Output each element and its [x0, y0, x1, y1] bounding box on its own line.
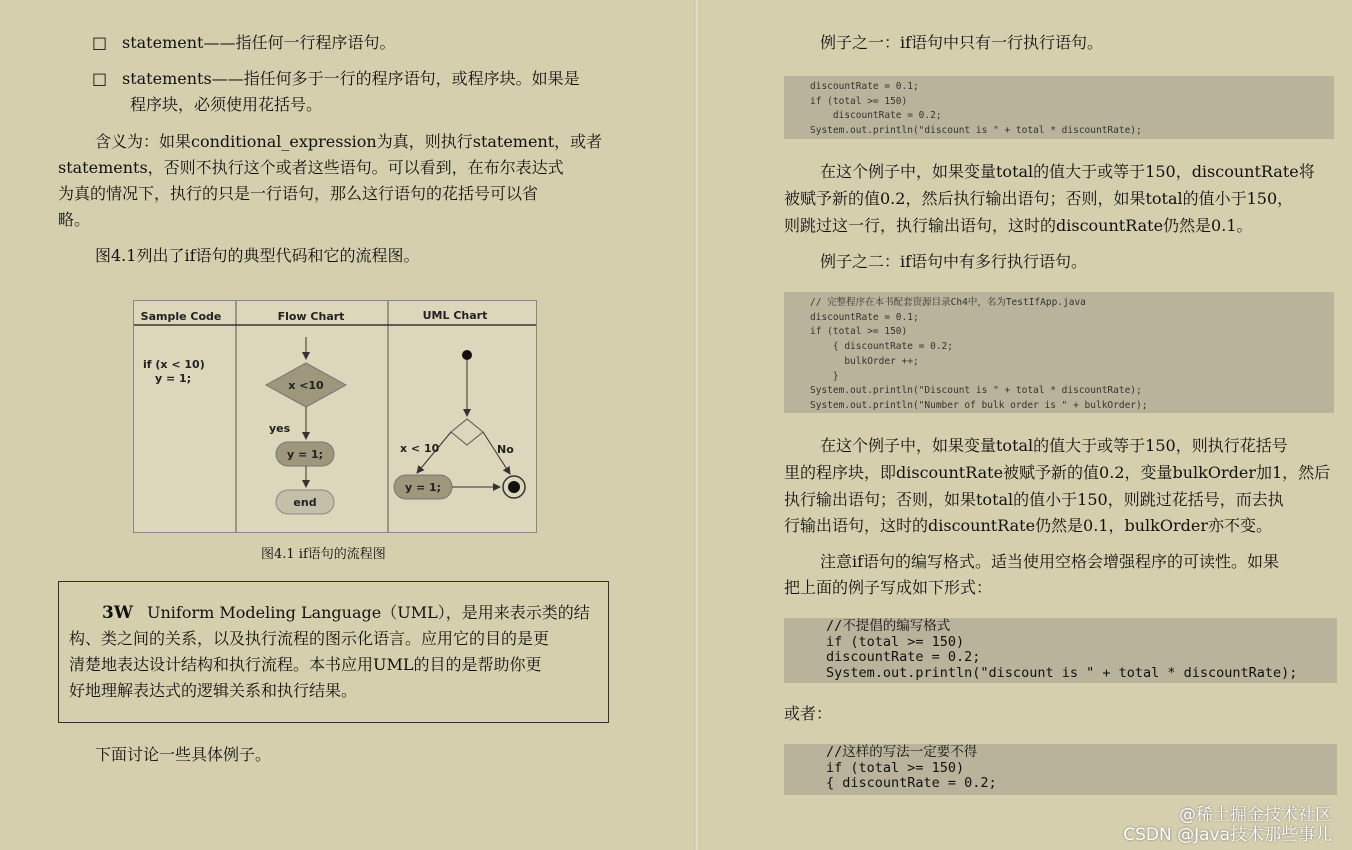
meaning-paragraph-line: 含义为：如果conditional_expression为真，则执行statement，或者: [95, 132, 603, 151]
note-line: 好地理解表达式的逻辑关系和执行结果。: [69, 681, 358, 700]
header-sample-code: Sample Code: [140, 310, 222, 323]
example1-paragraph-line: 则跳过这一行，执行输出语句，这时的discountRate仍然是0.1。: [784, 216, 1253, 235]
examples-intro: 下面讨论一些具体例子。: [95, 745, 272, 764]
example2-paragraph-line: 行输出语句，这时的discountRate仍然是0.1，bulkOrder亦不变。: [784, 516, 1272, 535]
header-uml-chart: UML Chart: [422, 309, 488, 322]
code-block-4: [784, 744, 1337, 795]
uml-no-label: No: [497, 443, 514, 456]
action-label: y = 1;: [286, 448, 324, 461]
meaning-paragraph-line: 略。: [58, 210, 91, 229]
bullet-statements: statements——指任何多于一行的程序语句，或程序块。如果是: [122, 69, 580, 88]
watermark-line2: CSDN @Java技术那些事儿: [1123, 825, 1332, 845]
sample-code-line2: y = 1;: [155, 372, 192, 385]
figure-caption: 图4.1 if语句的流程图: [261, 547, 386, 562]
watermark: [1123, 805, 1332, 845]
code-line: discountRate = 0.2;: [826, 649, 981, 666]
code-line: System.out.println("discount is " + total * discountRate);: [826, 665, 1298, 682]
code-line: { discountRate = 0.2;: [810, 341, 953, 353]
format-paragraph-line: 注意if语句的编写格式。适当使用空格会增强程序的可读性。如果: [820, 552, 1280, 571]
code-line: if (total >= 150): [810, 95, 908, 107]
code-line: System.out.println("Number of bulk order is " + bulkOrder);: [810, 399, 1148, 411]
watermark-line1: @稀土掘金技术社区: [1179, 805, 1332, 825]
code-line: discountRate = 0.2;: [810, 110, 942, 122]
code-line: if (total >= 150): [826, 759, 965, 776]
example2-paragraph-line: 在这个例子中，如果变量total的值大于或等于150，则执行花括号: [820, 436, 1288, 455]
note-line: 构、类之间的关系，以及执行流程的图示化语言。应用它的目的是更: [69, 629, 550, 648]
header-flow-chart: Flow Chart: [277, 310, 345, 323]
code-line: //这样的写法一定要不得: [826, 744, 978, 760]
code-block-1: [784, 76, 1334, 139]
sample-code-line1: if (x < 10): [143, 358, 205, 371]
example2-title: 例子之二：if语句中有多行执行语句。: [820, 252, 1088, 271]
code-line: // 完整程序在本书配套资源目录Ch4中，名为TestIfApp.java: [810, 297, 1086, 308]
decision-label: x <10: [288, 379, 324, 392]
note-line: Uniform Modeling Language（UML），是用来表示类的结: [147, 603, 590, 622]
code-line: if (total >= 150): [810, 326, 908, 338]
code-block-3: [784, 618, 1337, 683]
uml-cond-label: x < 10: [400, 442, 440, 455]
uml-end-node-inner: [508, 481, 520, 493]
flowchart-diagram: [134, 301, 536, 532]
code-block-2: [784, 292, 1334, 413]
bullet-statements-cont: 程序块，必须使用花括号。: [130, 95, 323, 114]
note-line: 清楚地表达设计结构和执行流程。本书应用UML的目的是帮助你更: [69, 655, 542, 674]
uml-start-node: [462, 350, 472, 360]
or-text: 或者：: [784, 704, 833, 723]
figure-intro: 图4.1列出了if语句的典型代码和它的流程图。: [95, 246, 420, 265]
meaning-paragraph-line: statements，否则不执行这个或者这些语句。可以看到，在布尔表达式: [58, 158, 564, 177]
example1-paragraph-line: 被赋予新的值0.2，然后执行输出语句；否则，如果total的值小于150，: [784, 189, 1294, 208]
format-paragraph-line: 把上面的例子写成如下形式：: [784, 578, 993, 597]
uml-note-box: [58, 581, 609, 723]
bullet-marker: □: [92, 33, 108, 52]
code-line: discountRate = 0.1;: [810, 81, 919, 92]
uml-decision: [451, 419, 483, 445]
right-page: [700, 0, 1352, 850]
note-label: 3W: [102, 603, 133, 623]
code-line: if (total >= 150): [826, 633, 965, 650]
bullet-statement: statement——指任何一行程序语句。: [122, 33, 396, 52]
end-label: end: [293, 496, 317, 509]
code-line: System.out.println("Discount is " + total * discountRate);: [810, 385, 1142, 397]
example1-title: 例子之一：if语句中只有一行执行语句。: [820, 33, 1104, 52]
bullet-marker: □: [92, 69, 108, 88]
yes-label: yes: [269, 422, 291, 435]
code-line: bulkOrder ++;: [810, 355, 919, 367]
example2-paragraph-line: 里的程序块，即discountRate被赋予新的值0.2，变量bulkOrder加1，然后: [784, 463, 1331, 482]
code-line: discountRate = 0.1;: [810, 311, 919, 323]
code-line: { discountRate = 0.2;: [826, 775, 997, 792]
code-line: System.out.println("discount is " + total * discountRate);: [810, 125, 1142, 137]
example1-paragraph-line: 在这个例子中，如果变量total的值大于或等于150，discountRate将: [820, 162, 1315, 181]
example2-paragraph-line: 执行输出语句；否则，如果total的值小于150，则跳过花括号，而去执: [784, 490, 1284, 509]
code-line: //不提倡的编写格式: [826, 618, 951, 634]
uml-action-label: y = 1;: [404, 481, 442, 494]
code-line: }: [810, 370, 839, 382]
if-flowchart-figure: [133, 300, 537, 533]
meaning-paragraph-line: 为真的情况下，执行的只是一行语句，那么这行语句的花括号可以省: [58, 184, 539, 203]
